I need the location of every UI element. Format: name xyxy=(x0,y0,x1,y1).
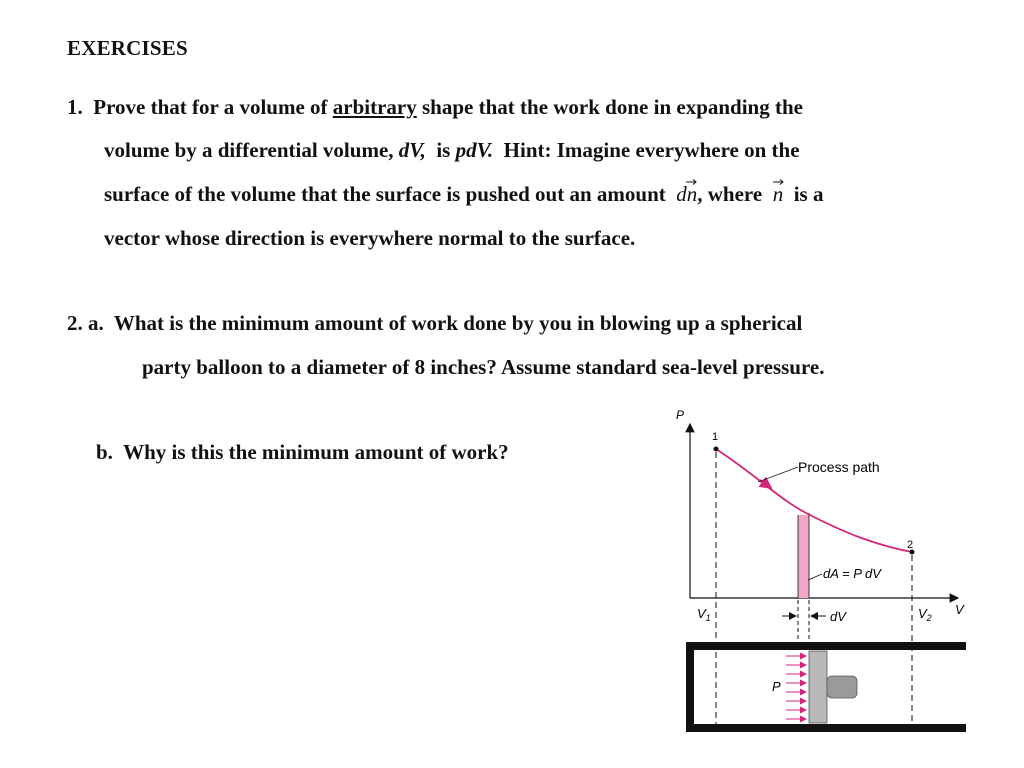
ex1-line-4: vector whose direction is everywhere normal to the surface. xyxy=(104,226,636,250)
ex1-text-isa: is a xyxy=(793,182,824,206)
ex2b-text: Why is this the minimum amount of work? xyxy=(123,440,509,464)
state-1-label: 1 xyxy=(712,431,719,443)
state-1-point xyxy=(714,447,719,452)
state-2-label: 2 xyxy=(907,539,914,551)
ex1-text-where: , where xyxy=(697,182,763,206)
ex2a-line-2: party balloon to a diameter of 8 inches? Assume standard sea-level pressure. xyxy=(142,355,825,379)
ex1-n: n xyxy=(772,182,784,206)
ex1-text-c: volume by a differential volume, xyxy=(104,138,394,162)
page-heading: EXERCISES xyxy=(67,36,188,60)
process-path-label: Process path xyxy=(798,459,880,475)
process-path-leader xyxy=(758,467,798,482)
ex1-hint: Hint: Imagine everywhere on the xyxy=(503,138,800,162)
ex1-number: 1. xyxy=(67,95,83,119)
pressure-arrows xyxy=(786,656,806,719)
dA-leader xyxy=(808,574,822,580)
piston-rod xyxy=(827,676,857,698)
v-axis-label: V xyxy=(955,602,964,617)
ex1-dn: dn xyxy=(676,182,698,206)
ex1-dV: dV, xyxy=(398,138,426,162)
ex1-underlined-word: arbitrary xyxy=(332,95,417,119)
v2-label: $V_2$ xyxy=(918,606,932,623)
ex1-text-d: surface of the volume that the surface is pushed out an amount xyxy=(104,182,666,206)
ex2a-label: 2. a. xyxy=(67,311,104,335)
piston-head xyxy=(809,651,827,723)
piston-pressure-label: P xyxy=(772,679,781,694)
ex1-text-is: is xyxy=(436,138,451,162)
ex1-pdV: pdV. xyxy=(455,138,494,162)
ex1-text-a: Prove that for a volume of xyxy=(93,95,328,119)
ex2a-text-1: What is the minimum amount of work done by you in blowing up a spherical xyxy=(113,311,803,335)
p-axis-label: P xyxy=(676,408,685,422)
dA-strip xyxy=(798,515,809,598)
v1-label: $V_1$ xyxy=(697,606,711,623)
ex2b-label: b. xyxy=(96,440,113,464)
ex1-text-b: shape that the work done in expanding the xyxy=(422,95,803,119)
dA-label: dA = P dV xyxy=(823,566,881,581)
dv-label: dV xyxy=(830,609,846,624)
process-direction-arrow xyxy=(760,480,771,488)
